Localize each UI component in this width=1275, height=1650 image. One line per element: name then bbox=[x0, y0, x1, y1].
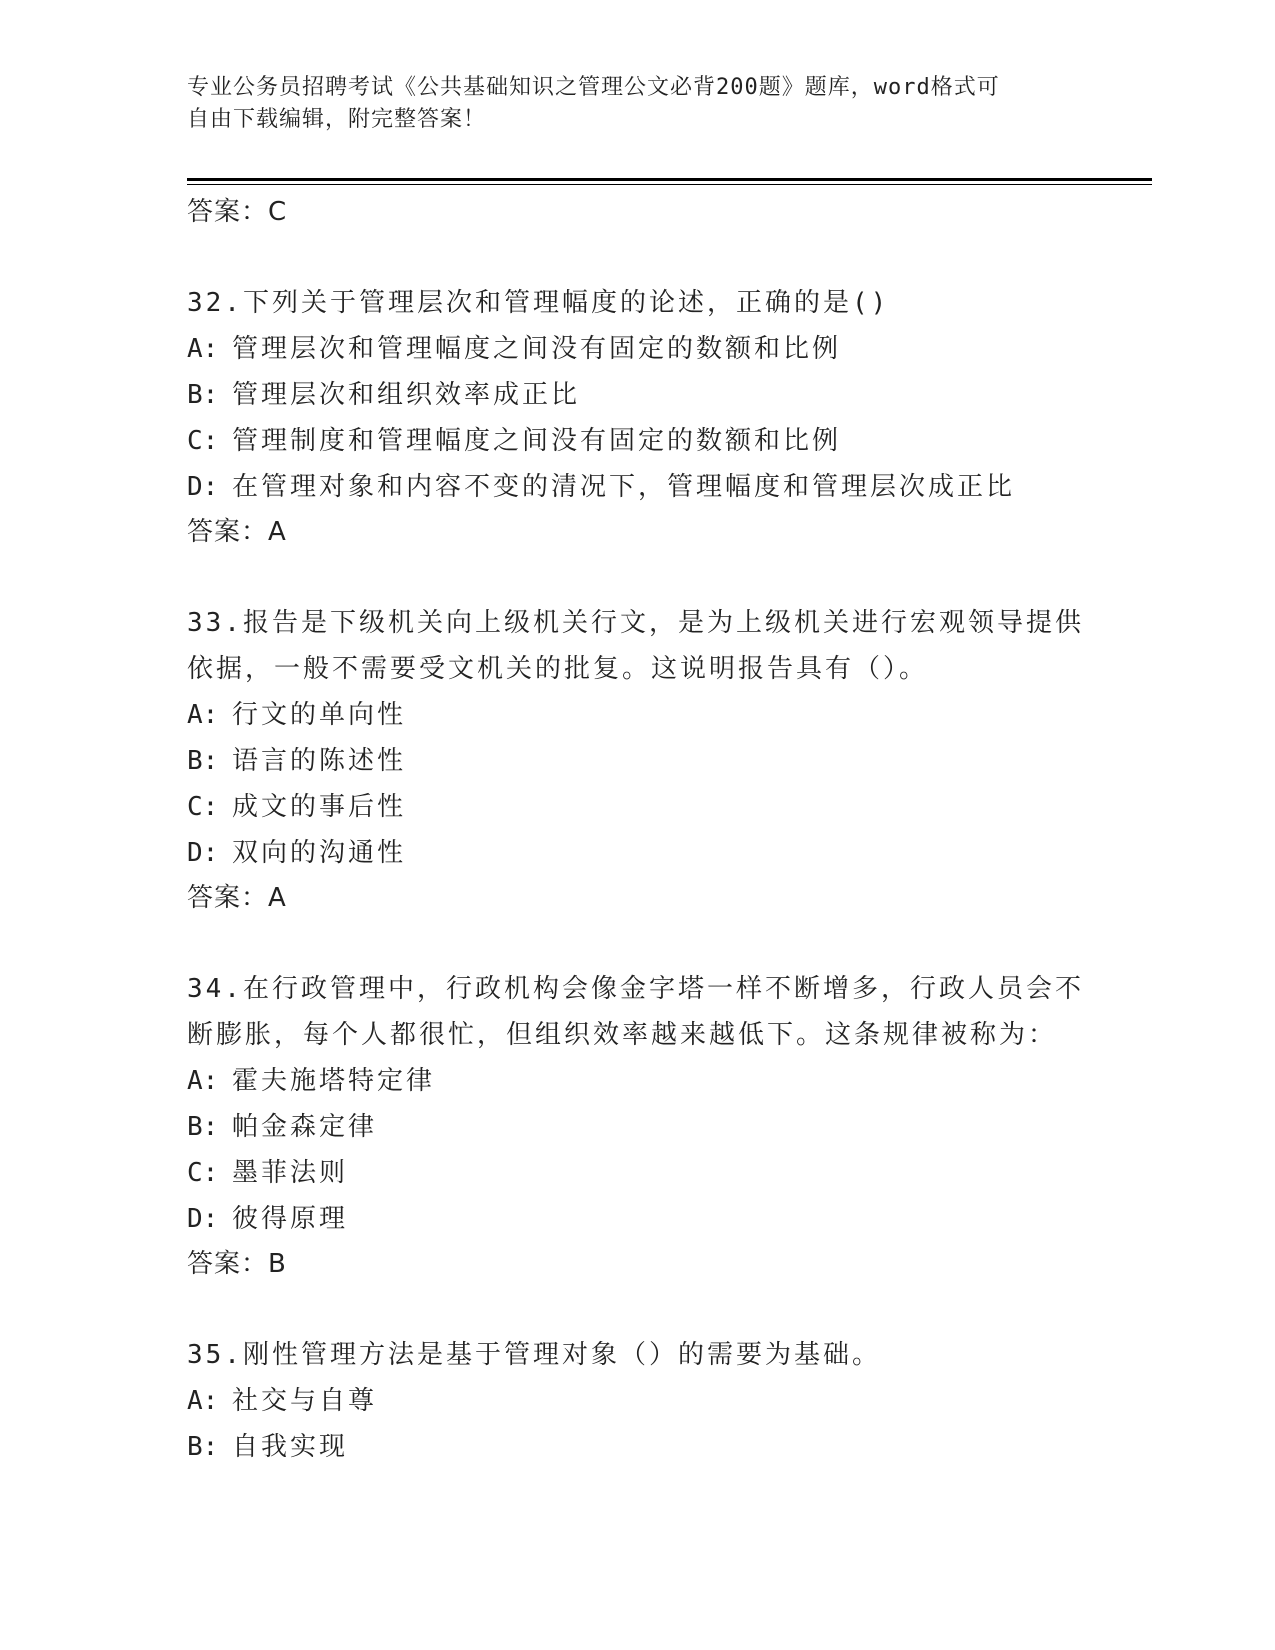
option-key: D: bbox=[187, 838, 219, 868]
option-b bbox=[187, 738, 1087, 784]
option-text: 自我实现 bbox=[232, 1432, 349, 1462]
option-b bbox=[187, 372, 1087, 418]
option-d bbox=[187, 830, 1087, 876]
question-block bbox=[187, 966, 1087, 1286]
option-key: A: bbox=[187, 334, 219, 364]
option-a bbox=[187, 326, 1087, 372]
option-c bbox=[187, 418, 1087, 464]
header-divider-thin bbox=[187, 184, 1152, 185]
header-line-1: 专业公务员招聘考试《公共基础知识之管理公文必背200题》题库，word格式可 bbox=[187, 75, 1000, 100]
option-text: 管理层次和管理幅度之间没有固定的数额和比例 bbox=[232, 334, 842, 364]
option-a bbox=[187, 1058, 1087, 1104]
header-line-2: 自由下载编辑，附完整答案！ bbox=[187, 107, 487, 132]
question-block bbox=[187, 1332, 1087, 1470]
option-key: D: bbox=[187, 1204, 219, 1234]
option-key: C: bbox=[187, 1158, 219, 1188]
option-key: B: bbox=[187, 1432, 219, 1462]
option-text: 在管理对象和内容不变的清况下，管理幅度和管理层次成正比 bbox=[232, 472, 1016, 502]
option-c bbox=[187, 784, 1087, 830]
answer-line: 答案：B bbox=[187, 1249, 287, 1279]
answer-line: 答案：A bbox=[187, 883, 287, 913]
question-block bbox=[187, 280, 1087, 554]
option-text: 霍夫施塔特定律 bbox=[232, 1066, 436, 1096]
option-b bbox=[187, 1104, 1087, 1150]
option-text: 社交与自尊 bbox=[232, 1386, 378, 1416]
option-key: C: bbox=[187, 426, 219, 456]
option-key: B: bbox=[187, 1112, 219, 1142]
option-text: 行文的单向性 bbox=[232, 700, 407, 730]
option-text: 语言的陈述性 bbox=[232, 746, 407, 776]
question-stem: 35.刚性管理方法是基于管理对象（）的需要为基础。 bbox=[187, 1340, 881, 1370]
question-block bbox=[187, 600, 1087, 920]
option-text: 彼得原理 bbox=[232, 1204, 349, 1234]
option-a bbox=[187, 692, 1087, 738]
option-text: 墨菲法则 bbox=[232, 1158, 349, 1188]
question-content bbox=[187, 190, 1087, 1470]
option-b bbox=[187, 1424, 1087, 1470]
option-d bbox=[187, 1196, 1087, 1242]
option-key: A: bbox=[187, 700, 219, 730]
option-d bbox=[187, 464, 1087, 510]
answer-line: 答案：C bbox=[187, 197, 288, 227]
option-key: B: bbox=[187, 380, 219, 410]
document-header bbox=[187, 72, 1067, 136]
question-stem: 34.在行政管理中，行政机构会像金字塔一样不断增多，行政人员会不断膨胀，每个人都很忙，但组织效率越来越低下。这条规律被称为： bbox=[187, 974, 1084, 1050]
option-key: A: bbox=[187, 1066, 219, 1096]
option-key: B: bbox=[187, 746, 219, 776]
option-a bbox=[187, 1378, 1087, 1424]
option-text: 帕金森定律 bbox=[232, 1112, 378, 1142]
option-c bbox=[187, 1150, 1087, 1196]
option-key: A: bbox=[187, 1386, 219, 1416]
option-key: C: bbox=[187, 792, 219, 822]
option-key: D: bbox=[187, 472, 219, 502]
question-stem: 32.下列关于管理层次和管理幅度的论述，正确的是() bbox=[187, 288, 890, 318]
question-stem: 33.报告是下级机关向上级机关行文，是为上级机关进行宏观领导提供依据，一般不需要受文机关的批复。这说明报告具有（）。 bbox=[187, 608, 1084, 684]
option-text: 管理制度和管理幅度之间没有固定的数额和比例 bbox=[232, 426, 842, 456]
option-text: 成文的事后性 bbox=[232, 792, 407, 822]
option-text: 双向的沟通性 bbox=[232, 838, 407, 868]
header-divider-thick bbox=[187, 178, 1152, 181]
option-text: 管理层次和组织效率成正比 bbox=[232, 380, 581, 410]
answer-line: 答案：A bbox=[187, 517, 287, 547]
